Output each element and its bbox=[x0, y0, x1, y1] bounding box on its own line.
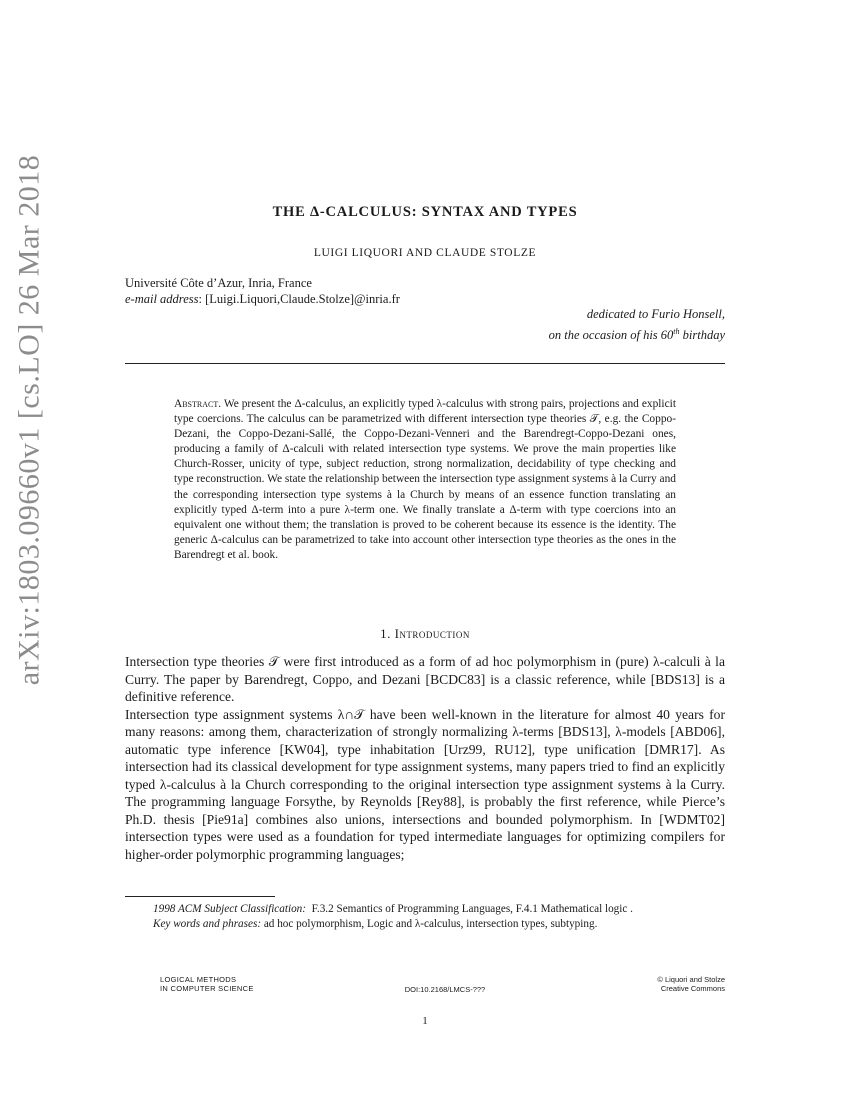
copyright-notice bbox=[657, 976, 725, 993]
page-number: 1 bbox=[422, 1015, 428, 1027]
keywords-text: ad hoc polymorphism, Logic and λ-calculus, intersection types, subtyping. bbox=[263, 918, 598, 930]
paper-title: THE Δ-CALCULUS: SYNTAX AND TYPES bbox=[272, 204, 578, 220]
abstract-text: We present the Δ-calculus, an explicitly typed λ-calculus with strong pairs, projections and explicit type coercions. The calculus can be parametrized with different intersection type theories 𝒯, e.g. the Coppo-Dezani, the Coppo-Dezani-Sallé, the Coppo-Dezani-Venneri and the Barendregt-Coppo-Dezani ones, producing a family of Δ-calculi with related intersection type systems. We prove the main properties like Church-Rosser, unicity of type, subject reduction, strong normalization, decidability of type checking and type reconstruction. We state the relationship between the intersection type assignment systems à la Curry and the corresponding intersection type systems à la Church by means of an essence function translating an explicitly typed Δ-term into a pure λ-term one. We finally translate a Δ-term with type coercions into an equivalent one without them; the translation is proved to be coherent because its essence is the identity. The generic Δ-calculus can be parametrized to take into account other intersection type theories as the ones in the Barendregt et al. book. bbox=[174, 398, 676, 561]
journal-name: LOGICAL METHODS IN COMPUTER SCIENCE bbox=[160, 975, 254, 993]
intro-paragraph-2: Intersection type assignment systems λ∩𝒯 have been well-known in the literature for almost 40 years for many reasons: among them, characterization of strongly normalizing λ-terms [BDS13], λ-models [ABD06], automatic type inference [KW04], type inhabitation [Urz99, RU12], type unification [DMR17]. As intersection had its classical development for type assignment systems, many papers tried to find an explicitly typed λ-calculus à la Church corresponding to the original intersection type assignment systems à la Curry. The programming language Forsythe, by Reynolds [Rey88], is probably the first reference, while Pierce’s Ph.D. thesis [Pie91a] combines also unions, intersections and bounded polymorphism. In [WDMT02] intersection types were used as a foundation for typed intermediate languages for optimizing compilers for higher-order polymorphic programming languages; bbox=[125, 706, 725, 862]
footnotes bbox=[125, 902, 725, 932]
abstract-label: Abstract. bbox=[174, 398, 222, 410]
affiliation-block bbox=[125, 275, 400, 307]
email-label: e-mail address bbox=[125, 292, 199, 306]
email-line bbox=[125, 291, 400, 307]
arxiv-identifier-stamp bbox=[6, 140, 52, 700]
dedication-line-1: dedicated to Furio Honsell, bbox=[586, 307, 725, 321]
email-address: : [Luigi.Liquori,Claude.Stolze]@inria.fr bbox=[198, 292, 400, 306]
doi: DOI:10.2168/LMCS-??? bbox=[404, 985, 486, 994]
keywords bbox=[125, 917, 725, 932]
section-heading-introduction: 1. Introduction bbox=[380, 626, 470, 641]
license: Creative Commons bbox=[660, 983, 725, 993]
intro-paragraph-1: Intersection type theories 𝒯 were first introduced as a form of ad hoc polymorphism in (pure) λ-calculi à la Curry. The paper by Barendregt, Coppo, and Dezani [BCDC83] is a classic reference, while [BDS13] is a definitive reference. bbox=[125, 654, 725, 704]
paper-authors: LUIGI LIQUORI AND CLAUDE STOLZE bbox=[313, 247, 537, 259]
acm-classification bbox=[125, 902, 725, 917]
dedication-superscript: th bbox=[673, 327, 680, 336]
introduction-body bbox=[125, 653, 725, 863]
footnote-rule bbox=[125, 896, 275, 897]
copyright-holders: © Liquori and Stolze bbox=[657, 975, 725, 984]
abstract bbox=[174, 397, 676, 563]
affiliation: Université Côte d’Azur, Inria, France bbox=[125, 276, 312, 290]
header-rule bbox=[125, 363, 725, 364]
acm-classification-text: F.3.2 Semantics of Programming Languages, F.4.1 Mathematical logic . bbox=[311, 903, 633, 915]
acm-classification-label: 1998 ACM Subject Classification: bbox=[153, 903, 306, 915]
dedication bbox=[549, 306, 725, 344]
keywords-label: Key words and phrases: bbox=[153, 918, 262, 930]
arxiv-identifier-text: arXiv:1803.09660v1 [cs.LO] 26 Mar 2018 bbox=[12, 154, 45, 686]
dedication-line-2: on the occasion of his 60th birthday bbox=[548, 327, 725, 343]
